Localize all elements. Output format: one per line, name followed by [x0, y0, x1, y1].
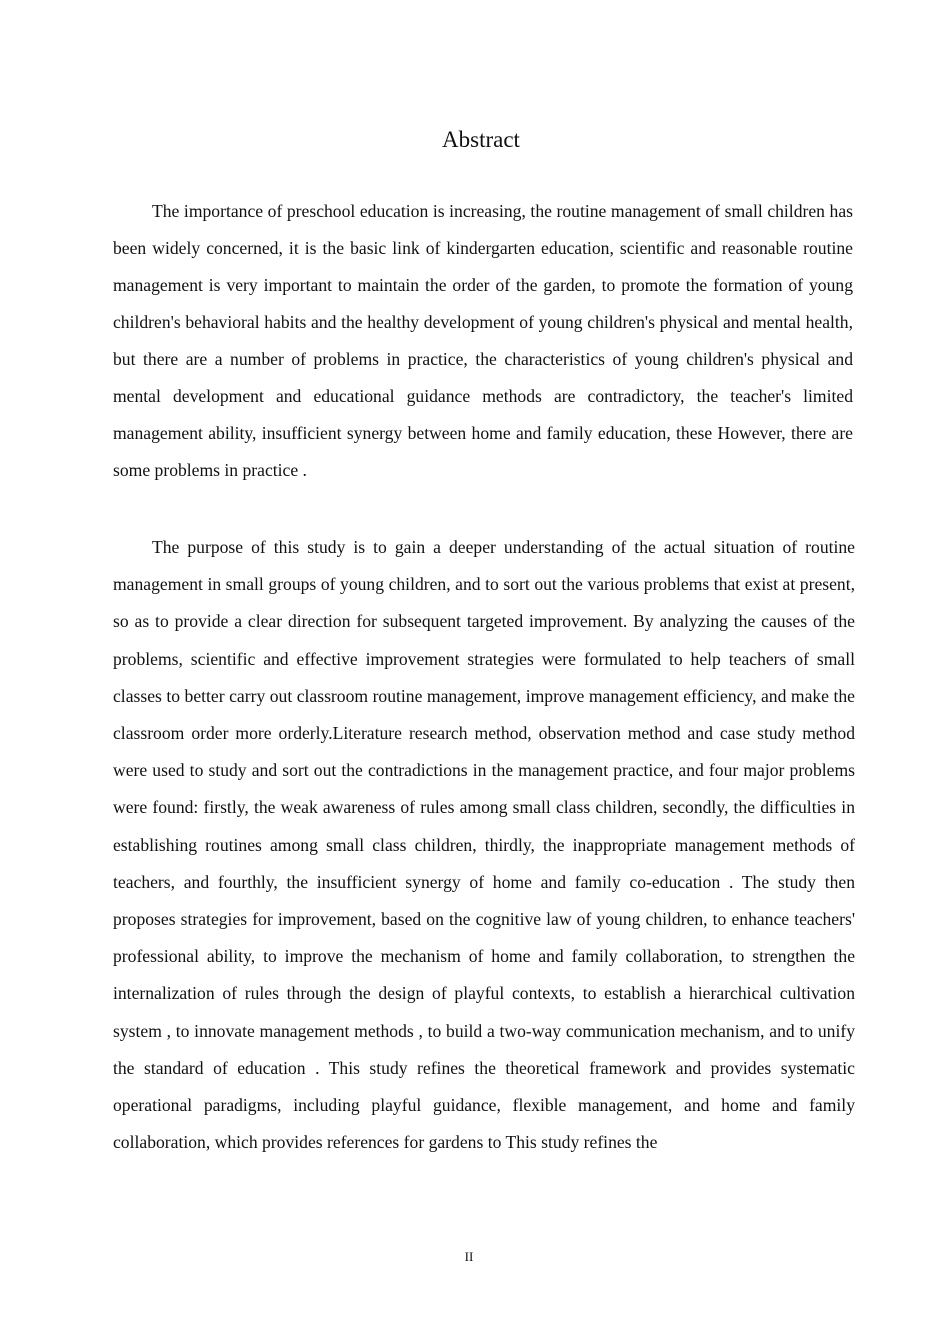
page-number: II [464, 1249, 474, 1264]
abstract-paragraph-2: The purpose of this study is to gain a deeper understanding of the actual situation of routine management in small groups of young children, and to sort out the various problems that exist at present, so as to provide a clear direction for subsequent targeted improvement. By analyzing the causes of the problems, scientific and effective improvement strategies were formulated to help teachers of small classes to better carry out classroom routine management, improve management efficiency, and make the classroom order more orderly.Literature research method, observation method and case study method were used to study and sort out the contradictions in the management practice, and four major problems were found: firstly, the weak awareness of rules among small class children, secondly, the difficulties in establishing routines among small class children, thirdly, the inappropriate management methods of teachers, and fourthly, the insufficient synergy of home and family co-education . The study then proposes strategies for improvement, based on the cognitive law of young children, to enhance teachers' professional ability, to improve the mechanism of home and family collaboration, to strengthen the internalization of rules through the design of playful contexts, to establish a hierarchical cultivation system , to innovate management methods , to build a two-way communication mechanism, and to unify the standard of education . This study refines the theoretical framework and provides systematic operational paradigms, including playful guidance, flexible management, and home and family collaboration, which provides references for gardens to This study refines the [113, 537, 855, 1153]
abstract-paragraph-1: The importance of preschool education is increasing, the routine management of small children has been widely concerned, it is the basic link of kindergarten education, scientific and reasonable routine management is very important to maintain the order of the garden, to promote the formation of young children's behavioral habits and the healthy development of young children's physical and mental health, but there are a number of problems in practice, the characteristics of young children's physical and mental development and educational guidance methods are contradictory, the teacher's limited management ability, insufficient synergy between home and family education, these However, there are some problems in practice . [113, 201, 853, 480]
abstract-title: Abstract [442, 127, 520, 152]
